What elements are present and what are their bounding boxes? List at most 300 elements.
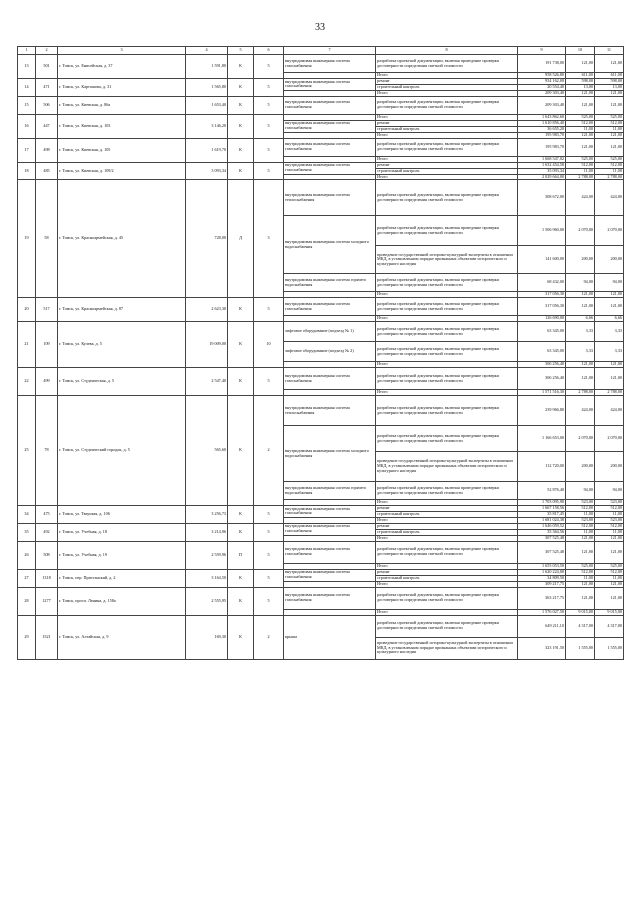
max-unit-cost-cell: 121,00 [595,362,624,368]
address-cell: г. Томск, ул. Красноармейская, д. 45 [58,180,186,298]
work-type-cell: разработка проектной документации, включая проведение проверки достоверности определения сметной стоимости [376,541,518,563]
unit-cost-cell: 121,00 [566,55,595,73]
area-cell: 19 009,00 [186,322,228,368]
building-type-cell: К [228,298,254,322]
cost-cell: 1 681 024,38 [518,517,566,523]
floors-cell: 5 [254,541,284,569]
max-unit-cost-cell: 525,00 [595,563,624,569]
column-number: 6 [254,47,284,55]
cost-cell: 649 211,10 [518,615,566,637]
address-cell: г. Томск, ул. Киевская, д. 86а [58,96,186,114]
address-cell: г. Томск, ул. Студенческая, д. 5 [58,368,186,396]
max-unit-cost-cell: 121,00 [595,138,624,156]
cost-cell: 209 303,40 [518,96,566,114]
unit-cost-cell: 13,00 [566,84,595,90]
address-cell: г. Томск, ул. Алтайская, д. 9 [58,615,186,659]
building-type-cell: К [228,55,254,79]
unit-cost-cell: 121,00 [566,292,595,298]
max-unit-cost-cell: 200,00 [595,452,624,482]
row-number-cell: 28 [18,587,36,615]
work-type-cell: ремонт [376,523,518,529]
unit-cost-cell: 525,00 [566,563,595,569]
unit-cost-cell: 512,00 [566,120,595,126]
unit-cost-cell: 611,00 [566,73,595,79]
table-body [18,55,624,660]
max-unit-cost-cell: 200,00 [595,246,624,274]
work-type-cell: Итого [376,362,518,368]
column-number: 8 [376,47,518,55]
column-number: 1 [18,47,36,55]
house-id-cell: 492 [36,523,58,541]
cost-cell: 1 506 960,00 [518,216,566,246]
max-unit-cost-cell: 2 788,00 [595,174,624,180]
area-cell: 1 619,70 [186,138,228,162]
cost-cell: 112 720,00 [518,452,566,482]
cost-cell: 141 600,00 [518,246,566,274]
row-number-cell: 21 [18,322,36,368]
max-unit-cost-cell: 6,66 [595,316,624,322]
column-number: 4 [186,47,228,55]
work-type-cell: Итого [376,517,518,523]
address-cell: г. Томск, ул. Киевская, д. 105 [58,138,186,162]
house-id-cell: 58 [36,180,58,298]
row-number-cell: 13 [18,55,36,79]
building-type-cell: К [228,368,254,396]
table-row [18,180,624,216]
row-number-cell: 18 [18,162,36,180]
work-type-cell: Итого [376,73,518,79]
unit-cost-cell: 3,33 [566,322,595,342]
page-number: 33 [315,22,325,33]
work-type-cell: Итого [376,581,518,587]
floors-cell: 5 [254,523,284,541]
building-type-cell: П [228,541,254,569]
cost-cell: 209 303,40 [518,90,566,96]
max-unit-cost-cell: 2 070,00 [595,426,624,452]
column-number-row [18,47,624,55]
max-unit-cost-cell: 121,00 [595,96,624,114]
work-type-cell: проведение государственной историко-культурной экспертизы в отношении МКД, в установленном порядке признанных объектами исторического и культурного наследия [376,637,518,659]
cost-cell: 317 056,30 [518,298,566,316]
unit-cost-cell: 525,00 [566,156,595,162]
max-unit-cost-cell: 512,00 [595,120,624,126]
area-cell: 3 093,34 [186,162,228,180]
row-number-cell: 22 [18,368,36,396]
unit-cost-cell: 11,00 [566,126,595,132]
house-id-cell: 1277 [36,587,58,615]
unit-cost-cell: 121,00 [566,96,595,114]
row-number-cell: 19 [18,180,36,298]
house-id-cell: 475 [36,505,58,523]
cost-cell: 63 345,00 [518,322,566,342]
work-type-cell: проведение государственной историко-культурной экспертизы в отношении МКД, в установленном порядке признанных объектами исторического и культурного наследия [376,246,518,274]
unit-cost-cell: 1 555,00 [566,637,595,659]
work-type-cell: Итого [376,90,518,96]
system-cell: внутридомовая инженерная система газоснабжения [284,298,376,316]
max-unit-cost-cell: 512,00 [595,523,624,529]
work-type-cell: разработка проектной документации, включая проведение проверки достоверности определения сметной стоимости [376,368,518,390]
cost-cell: 52 876,40 [518,482,566,500]
work-type-cell: строительный контроль [376,84,518,90]
work-type-cell: разработка проектной документации, включая проведение проверки достоверности определения сметной стоимости [376,180,518,216]
floors-cell: 5 [254,298,284,322]
max-unit-cost-cell: 121,00 [595,132,624,138]
cost-cell: 35 093,34 [518,168,566,174]
max-unit-cost-cell: 121,00 [595,535,624,541]
max-unit-cost-cell: 2 070,00 [595,216,624,246]
work-type-cell: Итого [376,390,518,396]
max-unit-cost-cell: 424,00 [595,180,624,216]
max-unit-cost-cell: 121,00 [595,581,624,587]
row-number-cell: 34 [18,505,36,523]
max-unit-cost-cell: 11,00 [595,168,624,174]
row-number-cell: 14 [18,78,36,96]
work-type-cell: Итого [376,535,518,541]
max-unit-cost-cell: 94,00 [595,274,624,292]
work-type-cell: Итого [376,563,518,569]
table-row [18,396,624,426]
building-type-cell: К [228,615,254,659]
table-row [18,298,624,316]
area-cell: 3 256,73 [186,505,228,523]
work-type-cell: разработка проектной документации, включая проведение проверки достоверности определения сметной стоимости [376,322,518,342]
building-type-cell: К [228,78,254,96]
cost-cell: 307 525,48 [518,541,566,563]
system-cell: внутридомовая инженерная система холодного водоснабжения [284,426,376,482]
unit-cost-cell: 11,00 [566,529,595,535]
unit-cost-cell: 424,00 [566,396,595,426]
unit-cost-cell: 121,00 [566,581,595,587]
building-type-cell: К [228,569,254,587]
area-cell: 3 146,20 [186,114,228,138]
work-type-cell: Итого [376,316,518,322]
floors-cell: 5 [254,96,284,114]
system-cell: внутридомовая инженерная система теплоснабжения [284,396,376,426]
building-type-cell: К [228,162,254,180]
unit-cost-cell: 121,00 [566,90,595,96]
building-type-cell: К [228,396,254,506]
unit-cost-cell: 200,00 [566,246,595,274]
row-number-cell: 20 [18,298,36,322]
cost-cell: 958 526,80 [518,73,566,79]
system-cell: внутридомовая инженерная система газоснабжения [284,505,376,517]
unit-cost-cell: 598,00 [566,78,595,84]
work-type-cell: разработка проектной документации, включая проведение проверки достоверности определения сметной стоимости [376,482,518,500]
work-type-cell: Итого [376,114,518,120]
unit-cost-cell: 2 788,00 [566,174,595,180]
max-unit-cost-cell: 525,00 [595,156,624,162]
house-id-cell: 109 [36,322,58,368]
work-type-cell: строительный контроль [376,511,518,517]
area-cell: 1 565,80 [186,78,228,96]
work-type-cell: разработка проектной документации, включая проведение проверки достоверности определения сметной стоимости [376,342,518,362]
max-unit-cost-cell: 598,00 [595,78,624,84]
area-cell: 3 214,96 [186,523,228,541]
cost-cell: 195 983,70 [518,132,566,138]
unit-cost-cell: 121,00 [566,298,595,316]
repair-schedule-table [17,46,624,660]
column-number: 3 [58,47,186,55]
house-id-cell: 508 [36,541,58,569]
table-row [18,587,624,609]
work-type-cell: строительный контроль [376,575,518,581]
work-type-cell: разработка проектной документации, включая проведение проверки достоверности определения сметной стоимости [376,298,518,316]
row-number-cell: 15 [18,96,36,114]
cost-cell: 239 966,80 [518,396,566,426]
unit-cost-cell: 94,00 [566,274,595,292]
system-cell: крыша [284,615,376,659]
cost-cell: 195 983,70 [518,138,566,156]
unit-cost-cell: 121,00 [566,535,595,541]
cost-cell: 63 345,00 [518,342,566,362]
cost-cell: 20 554,40 [518,84,566,90]
max-unit-cost-cell: 3,33 [595,342,624,362]
house-id-cell: 471 [36,78,58,96]
cost-cell: 317 056,30 [518,292,566,298]
floors-cell: 5 [254,162,284,180]
max-unit-cost-cell: 11,00 [595,575,624,581]
system-cell: внутридомовая инженерная система газоснабжения [284,368,376,390]
cost-cell: 309 217,75 [518,581,566,587]
floors-cell: 5 [254,569,284,587]
system-cell: внутридомовая инженерная система теплоснабжения [284,180,376,216]
unit-cost-cell: 2 788,00 [566,390,595,396]
house-id-cell: 498 [36,138,58,162]
table-row [18,96,624,114]
work-type-cell: ремонт [376,505,518,511]
system-cell: внутридомовая инженерная система газоснабжения [284,120,376,132]
unit-cost-cell: 512,00 [566,162,595,168]
work-type-cell: разработка проектной документации, включая проведение проверки достоверности определения сметной стоимости [376,55,518,73]
work-type-cell: строительный контроль [376,529,518,535]
cost-cell: 307 525,48 [518,535,566,541]
row-number-cell: 17 [18,138,36,162]
unit-cost-cell: 11,00 [566,168,595,174]
system-cell: внутридомовая инженерная система газоснабжения [284,96,376,114]
floors-cell: 5 [254,55,284,79]
area-cell: 1 591,80 [186,55,228,79]
house-id-cell: 1521 [36,615,58,659]
area-cell: 2 623,30 [186,298,228,322]
cost-cell: 35 817,45 [518,511,566,517]
work-type-cell: ремонт [376,78,518,84]
unit-cost-cell: 512,00 [566,569,595,575]
cost-cell: 2 029 664,00 [518,174,566,180]
cost-cell: 323 191,50 [518,637,566,659]
system-cell: внутридомовая инженерная система газоснабжения [284,138,376,156]
house-id-cell: 1318 [36,569,58,587]
unit-cost-cell: 94,00 [566,482,595,500]
max-unit-cost-cell: 121,00 [595,541,624,563]
table-row [18,368,624,390]
max-unit-cost-cell: 121,00 [595,298,624,316]
address-cell: г. Томск, ул. Карташова, д. 31 [58,78,186,96]
floors-cell: 5 [254,368,284,396]
cost-cell: 308 672,00 [518,180,566,216]
address-cell: г. Томск, ул. Киевская, д. 109/2 [58,162,186,180]
building-type-cell: К [228,587,254,615]
area-cell: 3 164,50 [186,569,228,587]
column-number: 5 [228,47,254,55]
area-cell: 2 547,40 [186,368,228,396]
unit-cost-cell: 512,00 [566,505,595,511]
system-cell: внутридомовая инженерная система газоснабжения [284,541,376,563]
floors-cell: 5 [254,138,284,162]
cost-cell: 1 667 158,56 [518,505,566,511]
cost-cell: 1 632 454,58 [518,162,566,168]
system-cell: внутридомовая инженерная система газоснабжения [284,569,376,581]
area-cell: 2 555,95 [186,587,228,615]
floors-cell: 3 [254,180,284,298]
table-row [18,55,624,73]
building-type-cell: К [228,505,254,523]
area-cell: 169,30 [186,615,228,659]
work-type-cell: строительный контроль [376,168,518,174]
max-unit-cost-cell: 3,33 [595,322,624,342]
max-unit-cost-cell: 523,00 [595,517,624,523]
address-cell: г. Томск, ул. Тверская, д. 106 [58,505,186,523]
floors-cell: 2 [254,615,284,659]
max-unit-cost-cell: 1 555,00 [595,637,624,659]
row-number-cell: 29 [18,615,36,659]
system-cell: внутридомовая инженерная система холодного водоснабжения [284,216,376,274]
area-cell: 2 559,96 [186,541,228,569]
work-type-cell: разработка проектной документации, включая проведение проверки достоверности определения сметной стоимости [376,615,518,637]
unit-cost-cell: 9 015,00 [566,609,595,615]
max-unit-cost-cell: 525,00 [595,114,624,120]
work-type-cell: Итого [376,156,518,162]
cost-cell: 934 162,00 [518,78,566,84]
cost-cell: 1 620 224,00 [518,569,566,575]
row-number-cell: 16 [18,114,36,138]
building-type-cell: К [228,114,254,138]
work-type-cell: разработка проектной документации, включая проведение проверки достоверности определения сметной стоимости [376,587,518,609]
max-unit-cost-cell: 94,00 [595,482,624,500]
address-cell: г. Томск, ул. Кулева, д. 5 [58,322,186,368]
row-number-cell: 27 [18,569,36,587]
cost-cell: 34 809,50 [518,575,566,581]
system-cell: внутридомовая инженерная система газоснабжения [284,587,376,609]
system-cell: внутридомовая инженерная система горячего водоснабжения [284,482,376,500]
area-cell: 1 653,40 [186,96,228,114]
max-unit-cost-cell: 121,00 [595,55,624,73]
building-type-cell: К [228,138,254,162]
max-unit-cost-cell: 424,00 [595,396,624,426]
cost-cell: 1 668 547,02 [518,156,566,162]
work-type-cell: разработка проектной документации, включая проведение проверки достоверности определения сметной стоимости [376,274,518,292]
cost-cell: 306 256,40 [518,368,566,390]
max-unit-cost-cell: 512,00 [595,162,624,168]
column-number: 9 [518,47,566,55]
house-id-cell: 501 [36,55,58,79]
column-number: 10 [566,47,595,55]
address-cell: г. Томск, пер. Пристанский, д. 2 [58,569,186,587]
work-type-cell: Итого [376,132,518,138]
floors-cell: 5 [254,114,284,138]
max-unit-cost-cell: 11,00 [595,511,624,517]
column-number: 7 [284,47,376,55]
unit-cost-cell: 512,00 [566,523,595,529]
house-id-cell: 506 [36,96,58,114]
work-type-cell: разработка проектной документации, включая проведение проверки достоверности определения сметной стоимости [376,396,518,426]
max-unit-cost-cell: 121,00 [595,368,624,390]
unit-cost-cell: 523,00 [566,517,595,523]
floors-cell: 5 [254,78,284,96]
max-unit-cost-cell: 9 015,00 [595,609,624,615]
max-unit-cost-cell: 512,00 [595,505,624,511]
unit-cost-cell: 3,33 [566,342,595,362]
unit-cost-cell: 121,00 [566,132,595,138]
cost-cell: 1 576 027,50 [518,609,566,615]
work-type-cell: ремонт [376,569,518,575]
house-id-cell: 517 [36,298,58,322]
max-unit-cost-cell: 2 788,00 [595,390,624,396]
house-id-cell: 499 [36,368,58,396]
unit-cost-cell: 2 070,00 [566,426,595,452]
unit-cost-cell: 424,00 [566,180,595,216]
cost-cell: 191 738,00 [518,55,566,73]
unit-cost-cell: 525,00 [566,114,595,120]
system-cell: лифтовое оборудование (подъезд № 1) [284,322,376,342]
column-number: 11 [595,47,624,55]
cost-cell: 306 256,40 [518,362,566,368]
table-row [18,322,624,342]
unit-cost-cell: 6,66 [566,316,595,322]
max-unit-cost-cell: 13,00 [595,84,624,90]
cost-cell: 36 655,20 [518,126,566,132]
cost-cell: 68 432,00 [518,274,566,292]
unit-cost-cell: 121,00 [566,138,595,156]
cost-cell: 1 610 856,40 [518,120,566,126]
max-unit-cost-cell: 121,00 [595,587,624,609]
table-row [18,138,624,156]
row-number-cell: 35 [18,523,36,541]
max-unit-cost-cell: 121,00 [595,90,624,96]
cost-cell: 1 166 653,00 [518,426,566,452]
work-type-cell: разработка проектной документации, включая проведение проверки достоверности определения сметной стоимости [376,216,518,246]
house-id-cell: 78 [36,396,58,506]
max-unit-cost-cell: 11,00 [595,529,624,535]
work-type-cell: разработка проектной документации, включая проведение проверки достоверности определения сметной стоимости [376,96,518,114]
address-cell: г. Томск, ул. Красноармейская, д. 87 [58,298,186,322]
max-unit-cost-cell: 121,00 [595,292,624,298]
cost-cell: 1 703 095,90 [518,500,566,506]
address-cell: г. Томск, ул. Учебная, д. 18 [58,523,186,541]
max-unit-cost-cell: 523,00 [595,500,624,506]
cost-cell: 1 643 862,60 [518,114,566,120]
unit-cost-cell: 121,00 [566,541,595,563]
address-cell: г. Томск, просп. Ленина, д. 158а [58,587,186,615]
address-cell: г. Томск, ул. Енисейская, д. 37 [58,55,186,79]
work-type-cell: проведение государственной историко-культурной экспертизы в отношении МКД, в установленном порядке признанных объектами исторического и культурного наследия [376,452,518,482]
system-cell: внутридомовая инженерная система газоснабжения [284,55,376,73]
work-type-cell: строительный контроль [376,126,518,132]
unit-cost-cell: 121,00 [566,368,595,390]
building-type-cell: К [228,523,254,541]
row-number-cell: 25 [18,396,36,506]
floors-cell: 5 [254,505,284,523]
cost-cell: 35 364,56 [518,529,566,535]
work-type-cell: Итого [376,609,518,615]
work-type-cell: ремонт [376,120,518,126]
cost-cell: 1 646 059,52 [518,523,566,529]
unit-cost-cell: 121,00 [566,362,595,368]
work-type-cell: Итого [376,174,518,180]
area-cell: 565,60 [186,396,228,506]
unit-cost-cell: 2 070,00 [566,216,595,246]
max-unit-cost-cell: 4 317,00 [595,615,624,637]
unit-cost-cell: 523,00 [566,500,595,506]
